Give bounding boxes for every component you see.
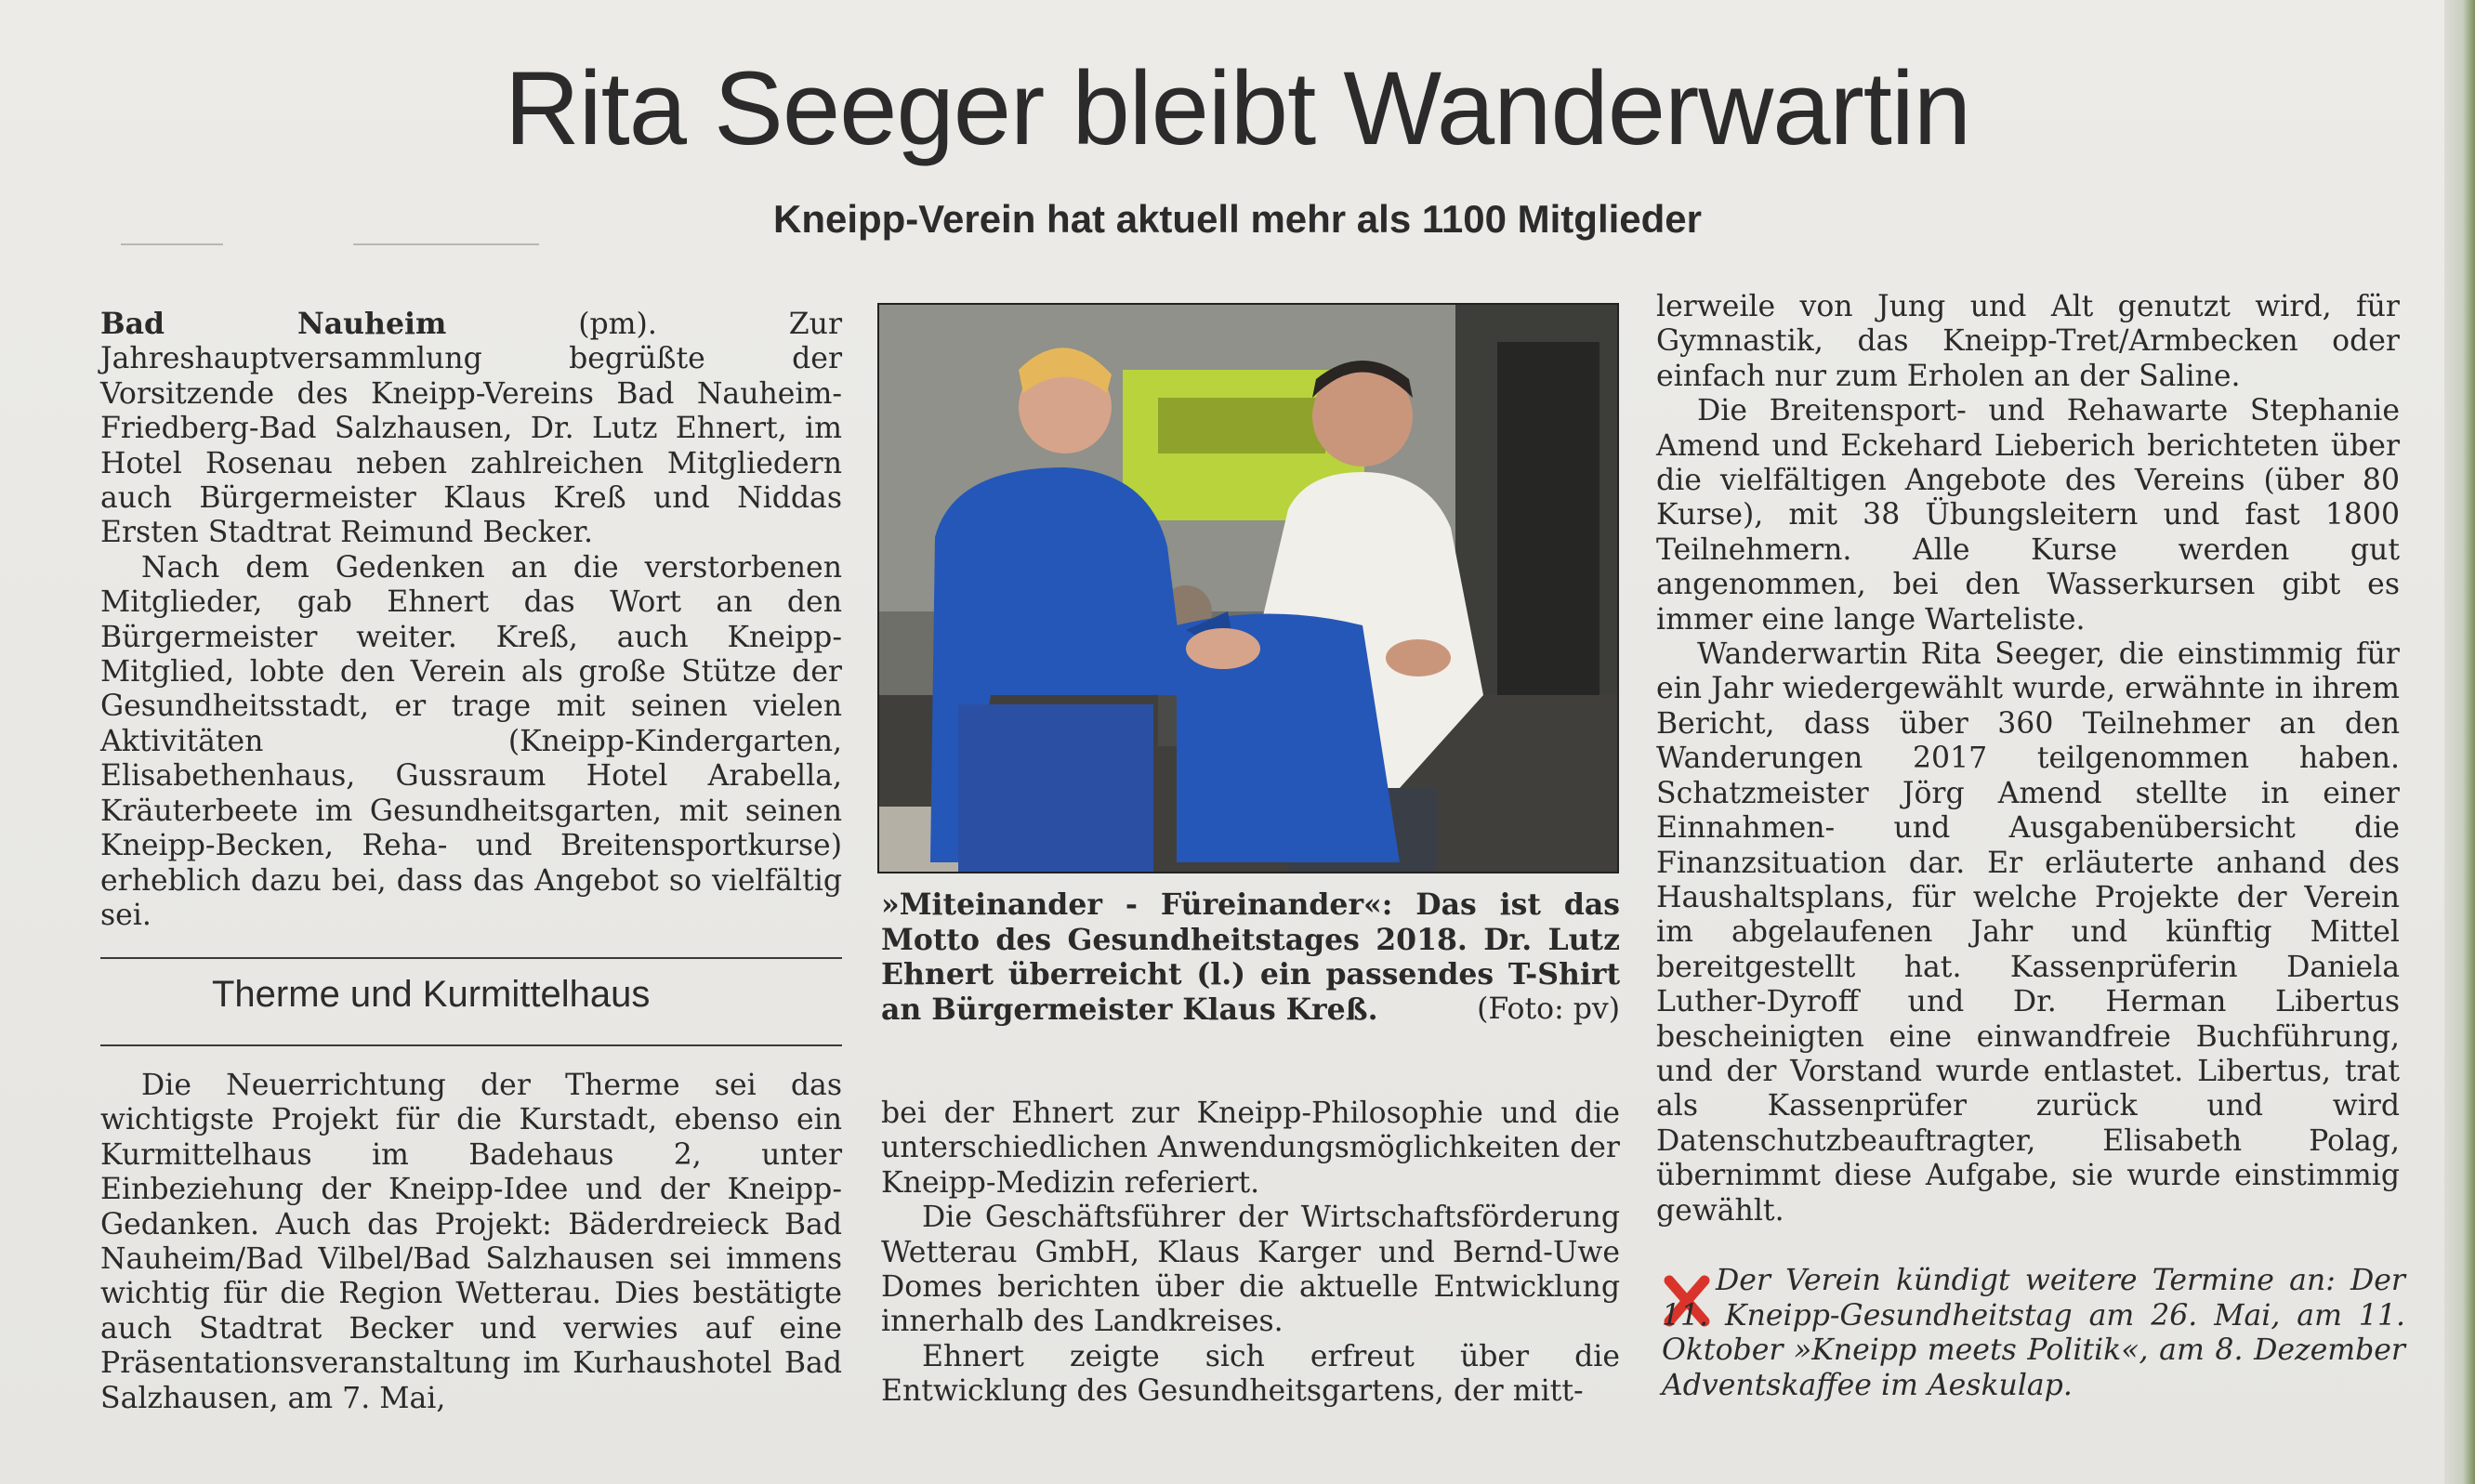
event-note xyxy=(1662,1264,2405,1403)
news-photo xyxy=(877,303,1619,873)
photo-illustration xyxy=(879,305,1619,873)
caption-text: »Miteinander - Füreinander«: Das ist das Motto des Gesundheitstages 2018. Dr. Lutz Ehnert überreicht (l.) ein passendes T-Shirt an Bürgermeister Klaus Kreß. xyxy=(881,887,1620,1027)
section-subtitle: Therme und Kurmittelhaus xyxy=(212,974,651,1015)
photo-caption xyxy=(881,887,1620,1027)
faint-rule xyxy=(121,243,223,245)
paragraph: Wanderwartin Rita Seeger, die einstimmig für ein Jahr wiedergewählt wurde, erwähnte in ihrem Bericht, dass über 360 Teilnehmer an den Wanderungen 2017 teilgenommen haben. Schatzmeister Jörg Amend stellte in einer Einnahmen- und Ausgabenübersicht die Finanzsituation dar. Er erläuterte anhand des Haushaltsplans, für welche Projekte der Verein im abgelaufenen Jahr und künftig Mittel bereitgestellt hat. Kassenprüferin Daniela Luther-Dyroff und Dr. Herman Libertus bescheinigten eine einwandfreie Buchführung, und der Vorstand wurde entlastet. Libertus, trat als Kassenprüfer zurück und wird Datenschutzbeauftragter, Elisabeth Polag, übernimmt diese Aufgabe, sie wurde einstimmig gewählt. xyxy=(1656,637,2400,1228)
paragraph: Ehnert zeigte sich erfreut über die Entwicklung des Gesundheitsgartens, der mitt- xyxy=(881,1339,1620,1409)
paragraph: Die Breitensport- und Rehawarte Stephanie Amend und Eckehard Lieberich berichteten über die vielfältigen Angebote des Vereins (über 80 Kurse), mit 38 Übungsleitern und fast 1800 Teilnehmern. Alle Kurse werden gut angenommen, bei den Wasserkursen gibt es immer eine lange Warteliste. xyxy=(1656,394,2400,637)
paragraph: Die Neuerrichtung der Therme sei das wichtigste Projekt für die Kurstadt, ebenso ein Kurmittelhaus im Badehaus 2, unter Einbeziehung der Kneipp-Idee und der Kneipp-Gedanken. Auch das Projekt: Bäderdreieck Bad Nauheim/Bad Vilbel/Bad Salzhausen sei immens wichtig für die Region Wetterau. Dies bestätigte auch Stadtrat Becker und verwies auf eine Präsentationsveranstaltung im Kurhaushotel Bad Salzhausen, am 7. Mai, xyxy=(100,1069,842,1415)
paragraph: Die Geschäftsführer der Wirtschaftsförderung Wetterau GmbH, Klaus Karger und Bernd-Uwe Domes berichten über die aktuelle Entwicklung innerhalb des Landkreises. xyxy=(881,1201,1620,1339)
section-rule-top xyxy=(100,957,842,959)
faint-rule xyxy=(353,243,539,245)
subheadline: Kneipp-Verein hat aktuell mehr als 1100 Mitglieder xyxy=(772,197,1703,241)
photo-credit: (Foto: pv) xyxy=(1477,992,1620,1026)
paragraph xyxy=(100,307,842,551)
note-text: Der Verein kündigt weitere Termine an: Der 11. Kneipp-Gesundheitstag am 26. Mai, am 11. Oktober »Kneipp meets Politik«, am 8. Dezember Adventskaffee im Aeskulap. xyxy=(1662,1264,2405,1402)
headline: Rita Seeger bleibt Wanderwartin xyxy=(504,50,1971,166)
column-3 xyxy=(1656,290,2400,1228)
column-2-bottom xyxy=(881,1097,1620,1410)
paragraph: bei der Ehnert zur Kneipp-Philosophie und die unterschiedlichen Anwendungsmöglichkeiten der Kneipp-Medizin referiert. xyxy=(881,1097,1620,1200)
paragraph-text: (pm). Zur Jahreshauptversammlung begrüßte der Vorsitzende des Kneipp-Vereins Bad Nauheim-Friedberg-Bad Salzhausen, Dr. Lutz Ehnert, im Hotel Rosenau neben zahlreichen Mitgliedern auch Bürgermeister Klaus Kreß und Niddas Ersten Stadtrat Reimund Becker. xyxy=(100,308,843,550)
paragraph: lerweile von Jung und Alt genutzt wird, für Gymnastik, das Kneipp-Tret/Armbecken oder einfach nur zum Erholen an der Saline. xyxy=(1656,290,2400,393)
section-rule-bottom xyxy=(100,1044,842,1046)
dateline: Bad Nauheim xyxy=(100,307,447,341)
paragraph: Nach dem Gedenken an die verstorbenen Mitglieder, gab Ehnert das Wort an den Bürgermeister weiter. Kreß, auch Kneipp-Mitglied, lobte den Verein als große Stütze der Gesundheitsstadt, er trage mit seinen vielen Aktivitäten (Kneipp-Kindergarten, Elisabethenhaus, Gussraum Hotel Arabella, Kräuterbeete im Gesundheitsgarten, mit seinen Kneipp-Becken, Reha- und Breitensportkurse) erheblich dazu bei, dass das Angebot so vielfältig sei. xyxy=(100,550,842,932)
column-1-top xyxy=(100,307,842,933)
column-1-bottom xyxy=(100,1069,842,1416)
